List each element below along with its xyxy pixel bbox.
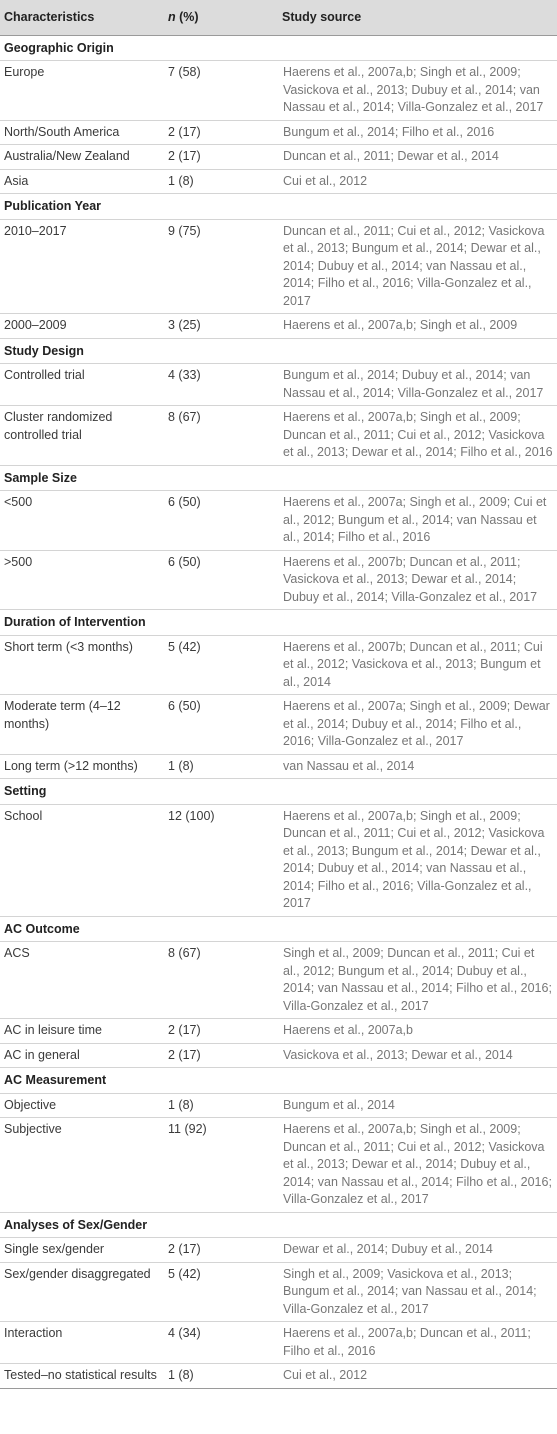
row-label: Long term (>12 months) [0, 754, 164, 779]
row-count: 2 (17) [164, 1238, 278, 1263]
row-source: Singh et al., 2009; Duncan et al., 2011; Cui et al., 2012; Bungum et al., 2014; Dubuy et al., 2014; van Nassau et al., 2014; Filho et al., 2016; Villa-Gonzalez et al., 2017 [278, 942, 557, 1019]
section-row [0, 916, 557, 942]
table-row [0, 1093, 557, 1118]
row-count: 3 (25) [164, 314, 278, 339]
row-source: Haerens et al., 2007a,b; Singh et al., 2009; Duncan et al., 2011; Cui et al., 2012; Vasickova et al., 2013; Dewar et al., 2014; Dubuy et al., 2014; van Nassau et al., 2014; Filho et al., 2016; Villa-Gonzalez et al., 2017 [278, 1118, 557, 1213]
header-n-suffix: (%) [175, 10, 199, 24]
row-count: 9 (75) [164, 219, 278, 314]
row-label: Interaction [0, 1322, 164, 1364]
row-source: Haerens et al., 2007a,b; Duncan et al., 2011; Filho et al., 2016 [278, 1322, 557, 1364]
row-label: Europe [0, 61, 164, 121]
row-label: Tested–no statistical results [0, 1364, 164, 1389]
section-title: Geographic Origin [0, 35, 557, 61]
section-row [0, 610, 557, 636]
table-row [0, 1262, 557, 1322]
section-title: Duration of Intervention [0, 610, 557, 636]
row-count: 5 (42) [164, 635, 278, 695]
section-title: Sample Size [0, 465, 557, 491]
section-title: Study Design [0, 338, 557, 364]
row-source: Haerens et al., 2007a,b; Singh et al., 2009; Vasickova et al., 2013; Dubuy et al., 2014; van Nassau et al., 2014; Villa-Gonzalez et al., 2017 [278, 61, 557, 121]
table-row [0, 364, 557, 406]
row-source: Haerens et al., 2007a,b; Singh et al., 2009 [278, 314, 557, 339]
row-source: Dewar et al., 2014; Dubuy et al., 2014 [278, 1238, 557, 1263]
header-characteristics: Characteristics [0, 0, 164, 35]
row-count: 6 (50) [164, 491, 278, 551]
row-label: AC in general [0, 1043, 164, 1068]
table-row [0, 550, 557, 610]
section-title: Analyses of Sex/Gender [0, 1212, 557, 1238]
header-study-source: Study source [278, 0, 557, 35]
row-count: 2 (17) [164, 1043, 278, 1068]
row-label: Controlled trial [0, 364, 164, 406]
row-source: Cui et al., 2012 [278, 1364, 557, 1389]
row-count: 2 (17) [164, 120, 278, 145]
section-row [0, 338, 557, 364]
row-label: 2010–2017 [0, 219, 164, 314]
row-count: 8 (67) [164, 942, 278, 1019]
table-row [0, 695, 557, 755]
row-label: Single sex/gender [0, 1238, 164, 1263]
table-row [0, 635, 557, 695]
row-label: Sex/gender disaggregated [0, 1262, 164, 1322]
row-source: Cui et al., 2012 [278, 169, 557, 194]
table-body [0, 35, 557, 1388]
table-row [0, 1118, 557, 1213]
row-source: Duncan et al., 2011; Dewar et al., 2014 [278, 145, 557, 170]
row-label: Subjective [0, 1118, 164, 1213]
section-row [0, 779, 557, 805]
row-count: 2 (17) [164, 1019, 278, 1044]
row-source: Haerens et al., 2007b; Duncan et al., 2011; Vasickova et al., 2013; Dewar et al., 2014; Dubuy et al., 2014; Villa-Gonzalez et al., 2017 [278, 550, 557, 610]
row-label: >500 [0, 550, 164, 610]
row-count: 12 (100) [164, 804, 278, 916]
row-count: 1 (8) [164, 1364, 278, 1389]
table-row [0, 406, 557, 466]
row-label: Moderate term (4–12 months) [0, 695, 164, 755]
row-label: Objective [0, 1093, 164, 1118]
table-row [0, 754, 557, 779]
row-count: 11 (92) [164, 1118, 278, 1213]
row-source: Haerens et al., 2007a,b; Singh et al., 2009; Duncan et al., 2011; Cui et al., 2012; Vasickova et al., 2013; Bungum et al., 2014; Dewar et al., 2014; Dubuy et al., 2014; van Nassau et al., 2014; Filho et al., 2016; Villa-Gonzalez et al., 2017 [278, 804, 557, 916]
row-count: 2 (17) [164, 145, 278, 170]
table-row [0, 804, 557, 916]
section-title: AC Outcome [0, 916, 557, 942]
row-source: Bungum et al., 2014 [278, 1093, 557, 1118]
row-source: Bungum et al., 2014; Dubuy et al., 2014; van Nassau et al., 2014; Villa-Gonzalez et al., 2017 [278, 364, 557, 406]
row-source: Haerens et al., 2007a; Singh et al., 2009; Cui et al., 2012; Bungum et al., 2014; van Nassau et al., 2014; Filho et al., 2016 [278, 491, 557, 551]
row-label: Asia [0, 169, 164, 194]
row-count: 1 (8) [164, 1093, 278, 1118]
table-row [0, 219, 557, 314]
section-row [0, 1068, 557, 1094]
section-title: Setting [0, 779, 557, 805]
table-row [0, 1043, 557, 1068]
table-row [0, 1322, 557, 1364]
row-label: North/South America [0, 120, 164, 145]
row-count: 4 (33) [164, 364, 278, 406]
row-label: AC in leisure time [0, 1019, 164, 1044]
row-count: 6 (50) [164, 695, 278, 755]
row-count: 5 (42) [164, 1262, 278, 1322]
row-source: Haerens et al., 2007a,b; Singh et al., 2009; Duncan et al., 2011; Cui et al., 2012; Vasickova et al., 2013; Dewar et al., 2014; Filho et al., 2016 [278, 406, 557, 466]
row-count: 4 (34) [164, 1322, 278, 1364]
row-label: School [0, 804, 164, 916]
table-row [0, 942, 557, 1019]
row-source: Haerens et al., 2007a,b [278, 1019, 557, 1044]
row-label: <500 [0, 491, 164, 551]
row-label: Cluster randomized controlled trial [0, 406, 164, 466]
section-row [0, 194, 557, 220]
row-label: 2000–2009 [0, 314, 164, 339]
row-label: Australia/New Zealand [0, 145, 164, 170]
header-row [0, 0, 557, 35]
table-row [0, 120, 557, 145]
row-source: Haerens et al., 2007a; Singh et al., 2009; Dewar et al., 2014; Dubuy et al., 2014; Filho et al., 2016; Villa-Gonzalez et al., 2017 [278, 695, 557, 755]
row-source: Duncan et al., 2011; Cui et al., 2012; Vasickova et al., 2013; Bungum et al., 2014; Dewar et al., 2014; Dubuy et al., 2014; van Nassau et al., 2014; Filho et al., 2016; Villa-Gonzalez et al., 2017 [278, 219, 557, 314]
section-row [0, 1212, 557, 1238]
section-row [0, 35, 557, 61]
row-count: 1 (8) [164, 754, 278, 779]
row-count: 8 (67) [164, 406, 278, 466]
row-count: 1 (8) [164, 169, 278, 194]
row-label: Short term (<3 months) [0, 635, 164, 695]
table-row [0, 1364, 557, 1389]
row-source: van Nassau et al., 2014 [278, 754, 557, 779]
row-source: Bungum et al., 2014; Filho et al., 2016 [278, 120, 557, 145]
table-row [0, 145, 557, 170]
row-source: Singh et al., 2009; Vasickova et al., 2013; Bungum et al., 2014; van Nassau et al., 2014; Villa-Gonzalez et al., 2017 [278, 1262, 557, 1322]
row-label: ACS [0, 942, 164, 1019]
table-row [0, 61, 557, 121]
section-title: AC Measurement [0, 1068, 557, 1094]
section-row [0, 465, 557, 491]
table-row [0, 1019, 557, 1044]
row-source: Haerens et al., 2007b; Duncan et al., 2011; Cui et al., 2012; Vasickova et al., 2013; Bungum et al., 2014 [278, 635, 557, 695]
row-count: 7 (58) [164, 61, 278, 121]
table-row [0, 169, 557, 194]
row-source: Vasickova et al., 2013; Dewar et al., 2014 [278, 1043, 557, 1068]
table-row [0, 314, 557, 339]
row-count: 6 (50) [164, 550, 278, 610]
header-n-symbol: n [168, 10, 176, 24]
header-n-percent [164, 0, 278, 35]
table-row [0, 491, 557, 551]
table-row [0, 1238, 557, 1263]
section-title: Publication Year [0, 194, 557, 220]
